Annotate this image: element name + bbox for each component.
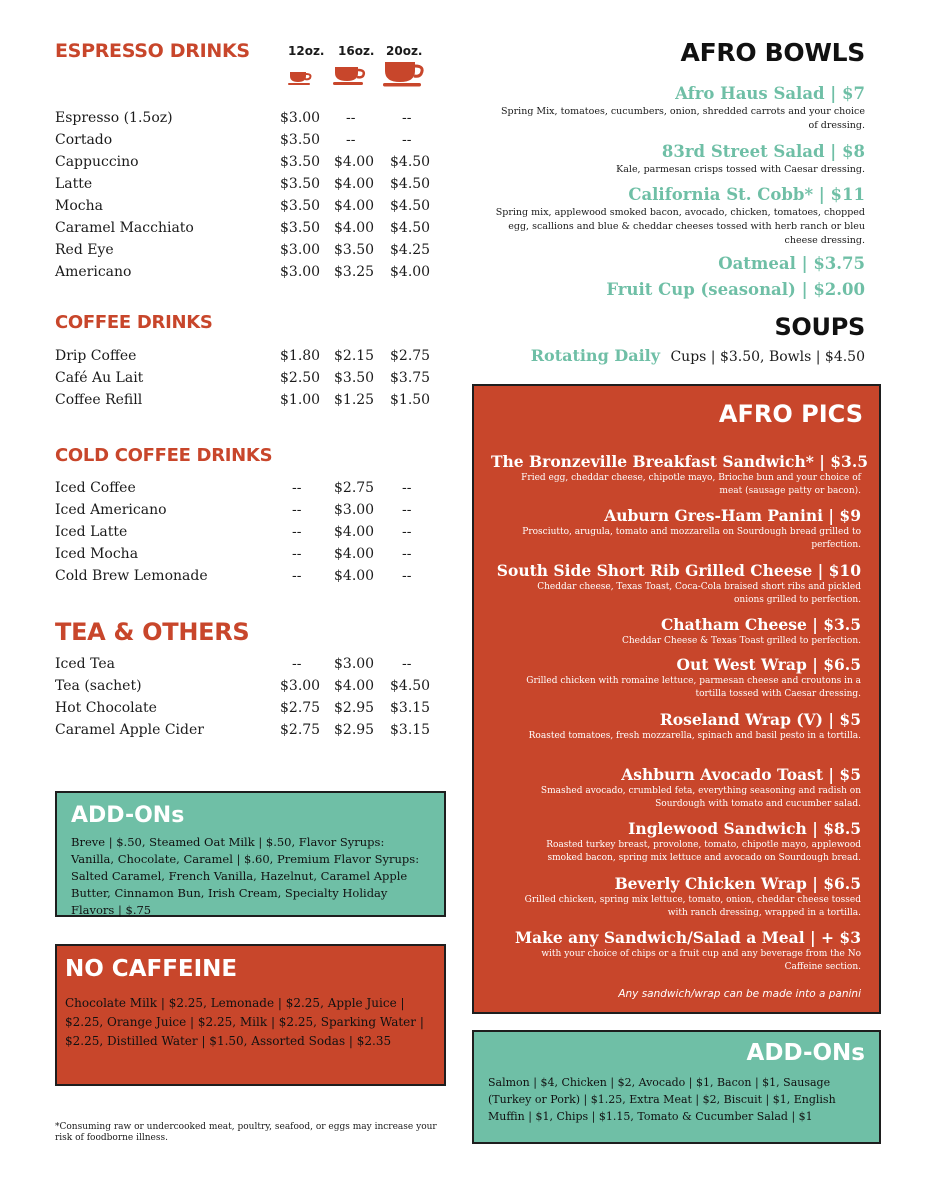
price-16oz: $4.00 — [334, 154, 375, 170]
price-20oz: $4.50 — [390, 176, 431, 192]
menu-row — [55, 697, 435, 719]
price-16oz: $4.00 — [334, 220, 375, 236]
menu-row — [55, 173, 435, 195]
soups-line — [531, 346, 865, 365]
price-12oz: $1.80 — [280, 348, 321, 364]
price-12oz: -- — [292, 546, 302, 562]
price-12oz: -- — [292, 568, 302, 584]
price-12oz: $2.75 — [280, 722, 321, 738]
menu-row — [55, 151, 435, 173]
item-name: Americano — [55, 264, 132, 280]
footnote: *Consuming raw or undercooked meat, poultry, seafood, or eggs may increase your risk of foodborne illness. — [55, 1122, 437, 1143]
price-20oz: -- — [402, 524, 412, 540]
price-12oz: -- — [292, 480, 302, 496]
soups-title: SOUPS — [774, 313, 865, 341]
price-20oz: -- — [402, 656, 412, 672]
price-16oz: $3.00 — [334, 502, 375, 518]
price-12oz: -- — [292, 524, 302, 540]
price-20oz: $4.25 — [390, 242, 431, 258]
pic-title: Roseland Wrap (V) | $5 — [659, 710, 861, 729]
addons-right-title: ADD-ONs — [746, 1040, 865, 1066]
pic-desc: Roasted turkey breast, provolone, tomato, chipotle mayo, applewood smoked bacon, spring mix lettuce and avocado on Sourdough bread. — [546, 840, 861, 863]
item-name: Coffee Refill — [55, 392, 143, 408]
price-16oz: $3.50 — [334, 370, 375, 386]
pic-title: Ashburn Avocado Toast | $5 — [621, 765, 861, 784]
item-name: Iced Coffee — [55, 480, 136, 496]
item-name: Iced Mocha — [55, 546, 139, 562]
coffee-cup-small-icon — [288, 66, 314, 86]
pic-title: Out West Wrap | $6.5 — [676, 655, 861, 674]
item-name: Café Au Lait — [55, 370, 144, 386]
price-12oz: $3.00 — [280, 678, 321, 694]
price-16oz: $3.50 — [334, 242, 375, 258]
no-caffeine-box — [55, 944, 446, 1086]
price-20oz: -- — [402, 568, 412, 584]
afro-bowls-title: AFRO BOWLS — [680, 38, 865, 67]
pic-item — [491, 615, 861, 648]
pic-item — [491, 928, 861, 974]
price-20oz: $3.75 — [390, 370, 431, 386]
menu-row — [55, 261, 435, 283]
addons-left-title: ADD-ONs — [71, 803, 185, 828]
item-name: Hot Chocolate — [55, 700, 157, 716]
bowl-item — [495, 184, 865, 248]
price-12oz: -- — [292, 656, 302, 672]
price-16oz: $4.00 — [334, 198, 375, 214]
item-name: Iced Tea — [55, 656, 115, 672]
price-16oz: $1.25 — [334, 392, 375, 408]
tea-title: TEA & OTHERS — [55, 618, 250, 646]
item-name: Latte — [55, 176, 93, 192]
price-12oz: $2.75 — [280, 700, 321, 716]
soups-label: Rotating Daily — [530, 346, 661, 365]
price-16oz: $3.25 — [334, 264, 375, 280]
menu-row — [55, 239, 435, 261]
price-12oz: $3.50 — [280, 220, 321, 236]
pic-desc: Cheddar cheese, Texas Toast, Coca-Cola braised short ribs and pickled onions grilled to perfection. — [537, 582, 861, 605]
price-20oz: $3.15 — [390, 722, 431, 738]
pic-item — [491, 655, 861, 701]
price-20oz: -- — [402, 480, 412, 496]
item-name: Drip Coffee — [55, 348, 137, 364]
price-16oz: $2.95 — [334, 700, 375, 716]
afro-pics-title: AFRO PICS — [718, 400, 863, 428]
pic-title: Inglewood Sandwich | $8.5 — [628, 819, 861, 838]
price-16oz: -- — [346, 132, 356, 148]
price-20oz: $3.15 — [390, 700, 431, 716]
pic-desc: Smashed avocado, crumbled feta, everything seasoning and radish on Sourdough with tomato and cucumber salad. — [540, 786, 861, 809]
addons-left-box — [55, 791, 446, 917]
menu-row — [55, 565, 435, 587]
price-20oz: $4.50 — [390, 198, 431, 214]
price-20oz: $4.50 — [390, 220, 431, 236]
price-12oz: $3.50 — [280, 198, 321, 214]
price-12oz: $3.00 — [280, 264, 321, 280]
item-name: Cappuccino — [55, 154, 139, 170]
bowl-title: Oatmeal | $3.75 — [718, 254, 865, 273]
addons-right-box — [472, 1030, 881, 1144]
price-12oz: $3.00 — [280, 110, 321, 126]
bowl-title: 83rd Street Salad | $8 — [661, 142, 865, 161]
menu-row — [55, 195, 435, 217]
menu-row — [55, 719, 435, 741]
pic-item — [491, 765, 861, 811]
pic-title: Make any Sandwich/Salad a Meal | + $3 — [514, 928, 861, 947]
coffee-title: COFFEE DRINKS — [55, 312, 213, 333]
item-name: Cold Brew Lemonade — [55, 568, 208, 584]
menu-row — [55, 653, 435, 675]
item-name: Iced Americano — [55, 502, 167, 518]
menu-row — [55, 543, 435, 565]
bowl-item — [495, 141, 865, 177]
pic-desc: Grilled chicken with romaine lettuce, parmesan cheese and croutons in a tortilla tossed with Caesar dressing. — [526, 676, 861, 699]
menu-row — [55, 675, 435, 697]
size-label-20oz: 20oz. — [386, 44, 423, 58]
coffee-cup-medium-icon — [333, 62, 369, 86]
price-12oz: $3.00 — [280, 242, 321, 258]
price-12oz: $3.50 — [280, 154, 321, 170]
pic-desc: with your choice of chips or a fruit cup and any beverage from the No Caffeine section. — [541, 949, 861, 972]
menu-row — [55, 499, 435, 521]
pic-item — [491, 561, 861, 607]
pic-item — [491, 506, 861, 552]
price-16oz: $4.00 — [334, 176, 375, 192]
price-16oz: -- — [346, 110, 356, 126]
bowl-title: Afro Haus Salad | $7 — [675, 84, 865, 103]
menu-row — [55, 477, 435, 499]
price-12oz: $3.50 — [280, 176, 321, 192]
price-16oz: $4.00 — [334, 546, 375, 562]
item-name: Tea (sachet) — [55, 678, 142, 694]
price-20oz: $2.75 — [390, 348, 431, 364]
pic-desc: Roasted tomatoes, fresh mozzarella, spinach and basil pesto in a tortilla. — [528, 731, 861, 741]
menu-row — [55, 217, 435, 239]
price-16oz: $2.95 — [334, 722, 375, 738]
price-20oz: $4.00 — [390, 264, 431, 280]
item-name: Red Eye — [55, 242, 114, 258]
price-20oz: $1.50 — [390, 392, 431, 408]
item-name: Espresso (1.5oz) — [55, 110, 173, 126]
pic-desc: Fried egg, cheddar cheese, chipotle mayo, Brioche bun and your choice of meat (sausage patty or bacon). — [521, 473, 861, 496]
addons-left-text: Breve | $.50, Steamed Oat Milk | $.50, Flavor Syrups: Vanilla, Chocolate, Caramel | $.60, Premium Flavor Syrups: Salted Caramel, French Vanilla, Hazelnut, Caramel Apple Butter, Cinnamon Bun, Irish Cream, Specialty Holiday Flavors | $.75 — [71, 835, 420, 917]
pic-desc: Grilled chicken, spring mix lettuce, tomato, onion, cheddar cheese tossed with ranch dressing, wrapped in a tortilla. — [524, 895, 861, 918]
price-16oz: $4.00 — [334, 568, 375, 584]
addons-right-text: Salmon | $4, Chicken | $2, Avocado | $1, Bacon | $1, Sausage (Turkey or Pork) | $1.25, Extra Meat | $2, Biscuit | $1, English Muffin | $1, Chips | $1.15, Tomato & Cucumber Salad | $1 — [488, 1076, 836, 1123]
price-16oz: $4.00 — [334, 524, 375, 540]
soups-prices: Cups | $3.50, Bowls | $4.50 — [670, 349, 865, 365]
price-16oz: $2.75 — [334, 480, 375, 496]
pic-item — [491, 452, 869, 498]
price-20oz: $4.50 — [390, 678, 431, 694]
price-12oz: $2.50 — [280, 370, 321, 386]
item-name: Caramel Macchiato — [55, 220, 194, 236]
bowl-item — [495, 279, 865, 301]
item-name: Iced Latte — [55, 524, 128, 540]
price-20oz: -- — [402, 110, 412, 126]
item-name: Caramel Apple Cider — [55, 722, 204, 738]
pic-desc: Prosciutto, arugula, tomato and mozzarella on Sourdough bread grilled to perfection. — [522, 527, 861, 550]
coffee-cup-large-icon — [383, 58, 427, 88]
espresso-title: ESPRESSO DRINKS — [55, 40, 250, 62]
pic-item — [491, 819, 861, 865]
bowl-desc: Kale, parmesan crisps tossed with Caesar dressing. — [616, 164, 865, 175]
menu-row — [55, 389, 435, 411]
price-16oz: $4.00 — [334, 678, 375, 694]
bowl-desc: Spring mix, applewood smoked bacon, avocado, chicken, tomatoes, chopped egg, scallions and blue & cheddar cheeses tossed with herb ranch or bleu cheese dressing. — [495, 207, 865, 246]
menu-row — [55, 345, 435, 367]
size-label-12oz: 12oz. — [288, 44, 325, 58]
bowl-title: California St. Cobb* | $11 — [628, 185, 865, 204]
price-16oz: $2.15 — [334, 348, 375, 364]
menu-row — [55, 107, 435, 129]
bowl-item — [495, 253, 865, 275]
bowl-item — [495, 83, 865, 133]
afro-pics-note: Any sandwich/wrap can be made into a panini — [618, 988, 861, 1000]
afro-pics-box — [472, 384, 881, 1014]
item-name: Mocha — [55, 198, 103, 214]
price-20oz: $4.50 — [390, 154, 431, 170]
pic-title: South Side Short Rib Grilled Cheese | $10 — [496, 561, 861, 580]
pic-title: The Bronzeville Breakfast Sandwich* | $3.5 — [491, 452, 869, 471]
pic-title: Beverly Chicken Wrap | $6.5 — [614, 874, 861, 893]
price-12oz: $1.00 — [280, 392, 321, 408]
bowl-title: Fruit Cup (seasonal) | $2.00 — [606, 280, 865, 299]
price-20oz: -- — [402, 132, 412, 148]
pic-desc: Cheddar Cheese & Texas Toast grilled to perfection. — [621, 636, 861, 646]
menu-row — [55, 521, 435, 543]
no-caffeine-text: Chocolate Milk | $2.25, Lemonade | $2.25, Apple Juice | $2.25, Orange Juice | $2.25, Milk | $2.25, Sparking Water | $2.25, Distilled Water | $1.50, Assorted Sodas | $2.35 — [65, 996, 424, 1048]
pic-item — [491, 874, 861, 920]
cold-title: COLD COFFEE DRINKS — [55, 445, 273, 466]
price-16oz: $3.00 — [334, 656, 375, 672]
item-name: Cortado — [55, 132, 113, 148]
bowl-desc: Spring Mix, tomatoes, cucumbers, onion, shredded carrots and your choice of dressing. — [501, 106, 865, 131]
price-20oz: -- — [402, 502, 412, 518]
price-20oz: -- — [402, 546, 412, 562]
price-12oz: -- — [292, 502, 302, 518]
menu-row — [55, 367, 435, 389]
pic-title: Auburn Gres-Ham Panini | $9 — [604, 506, 861, 525]
price-12oz: $3.50 — [280, 132, 321, 148]
pic-title: Chatham Cheese | $3.5 — [660, 615, 861, 634]
menu-row — [55, 129, 435, 151]
pic-item — [491, 710, 861, 743]
size-label-16oz: 16oz. — [338, 44, 375, 58]
no-caffeine-title: NO CAFFEINE — [65, 956, 238, 982]
